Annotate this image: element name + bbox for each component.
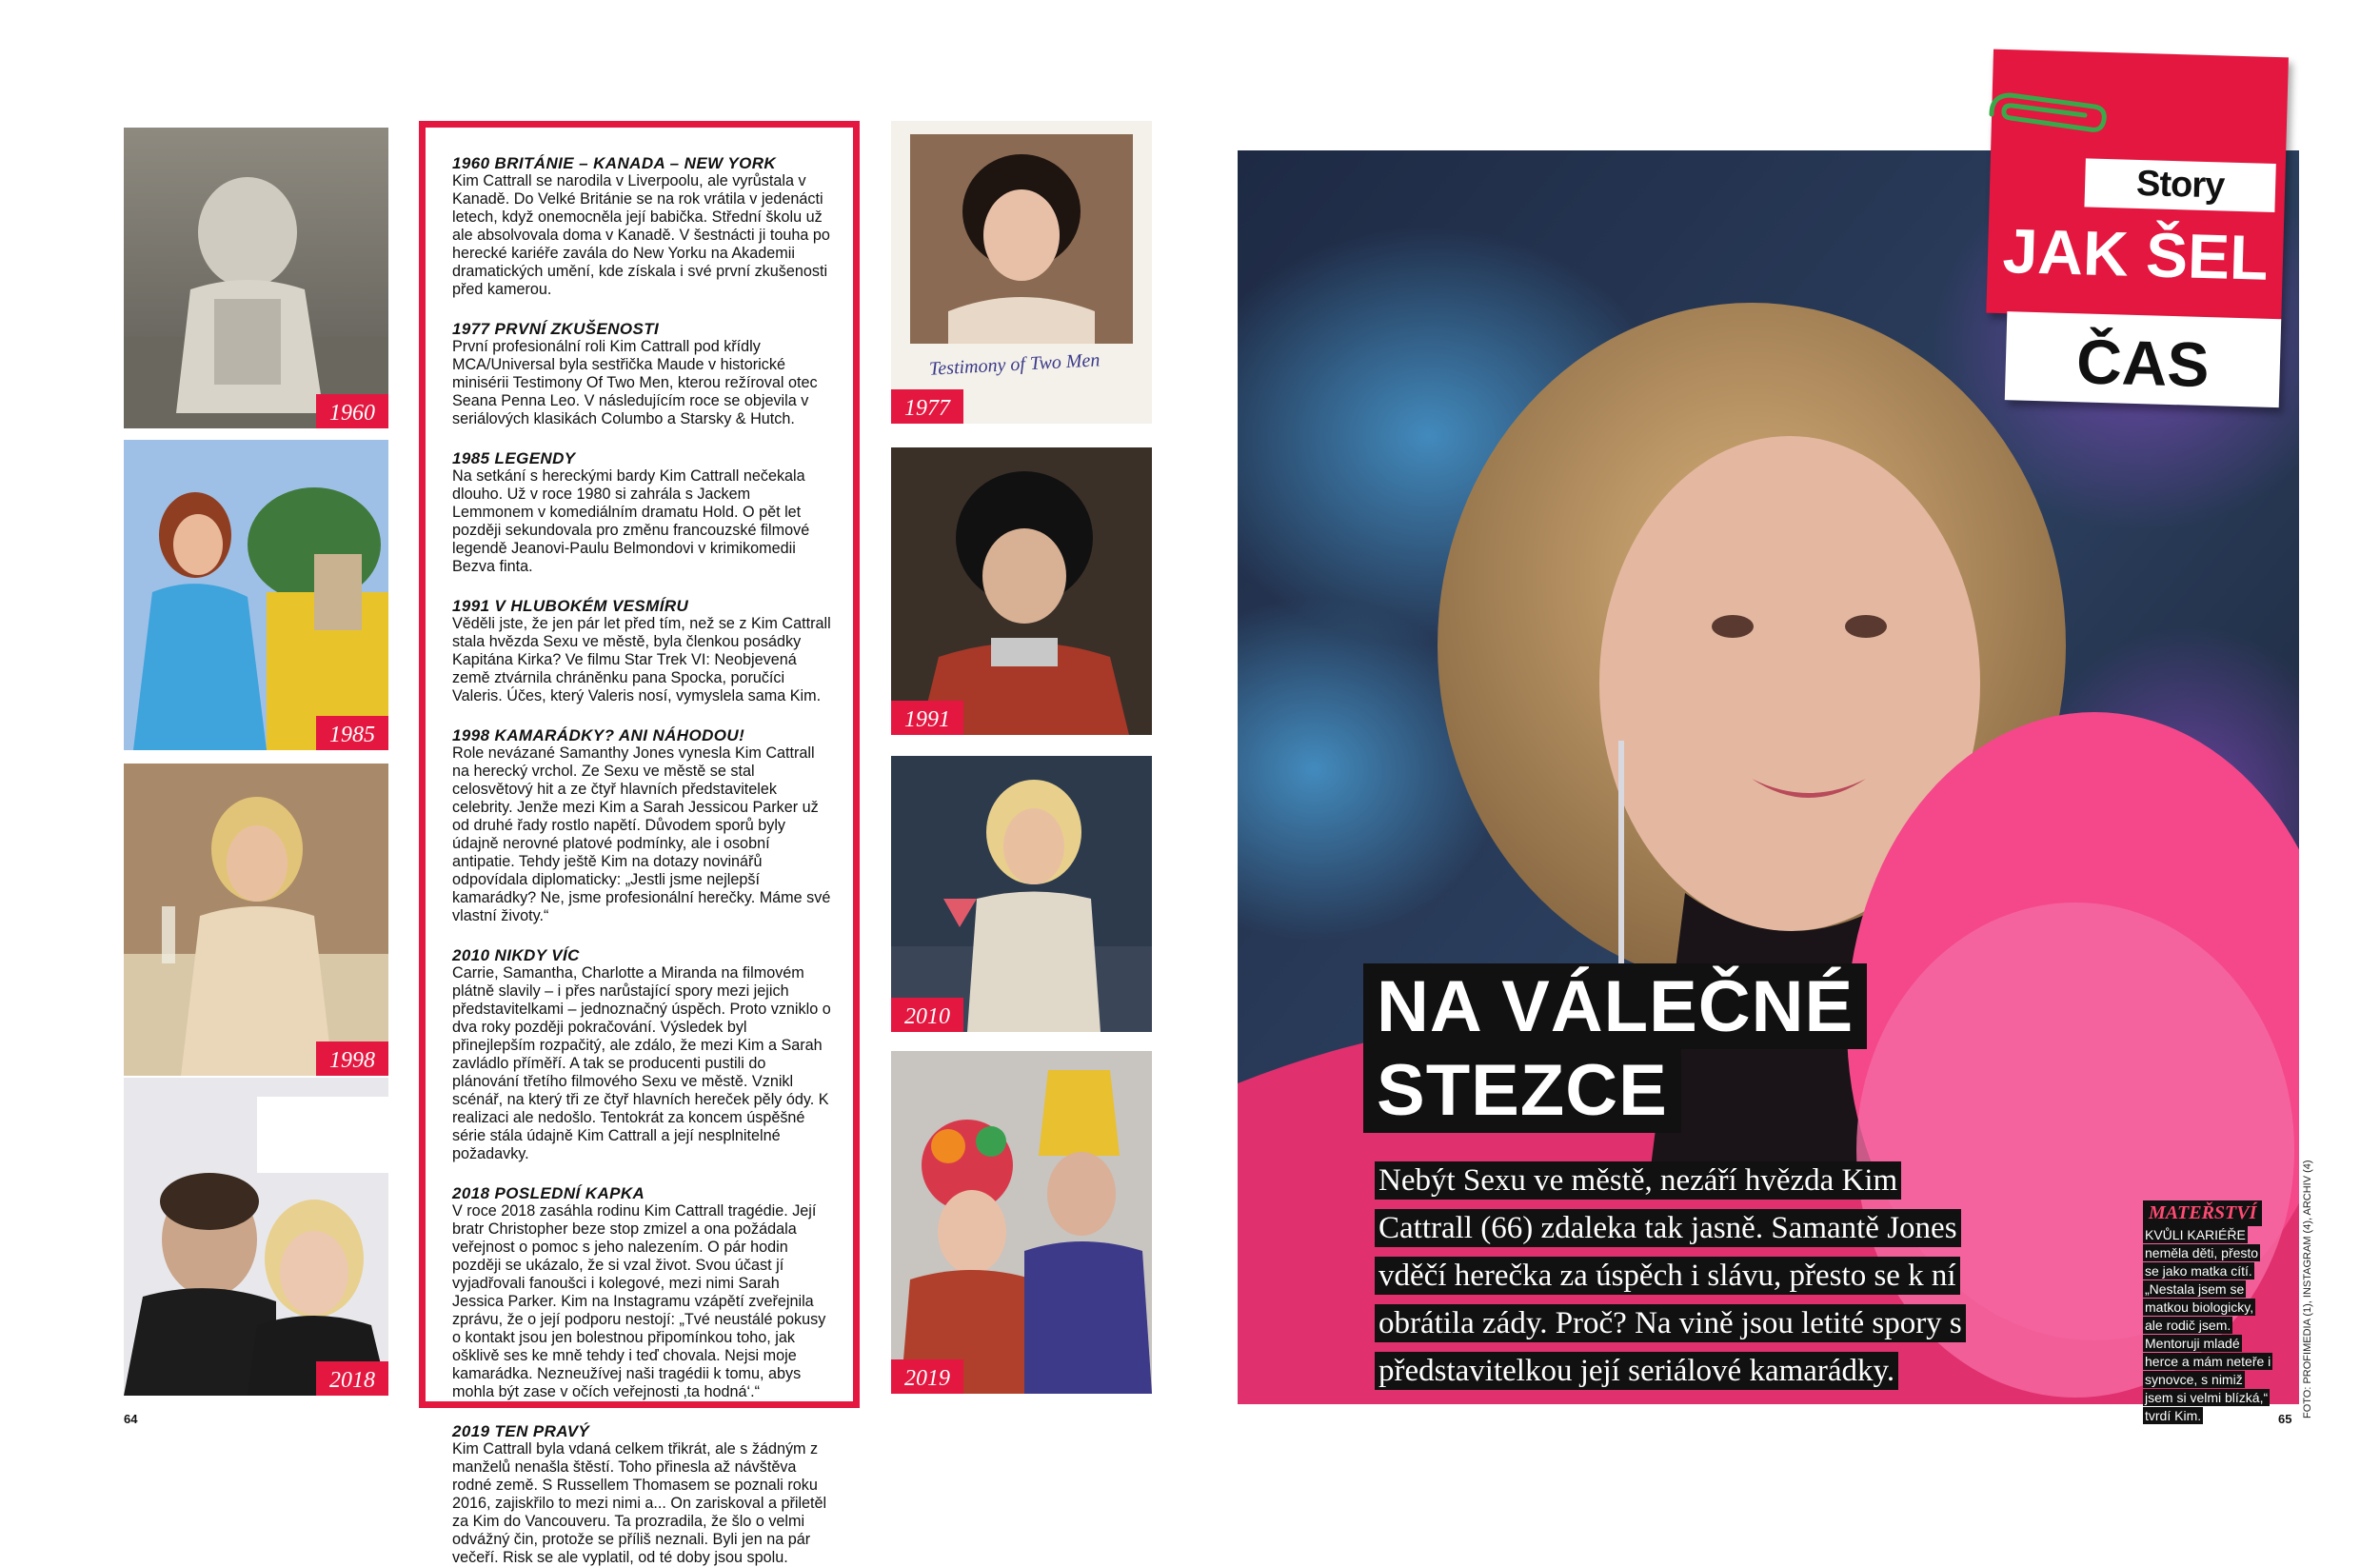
sidebar-title: MATEŘSTVÍ <box>2143 1200 2262 1226</box>
year-tag-1991: 1991 <box>891 701 963 735</box>
year-tag-1960: 1960 <box>316 394 388 428</box>
photo-2010 <box>891 756 1152 1032</box>
timeline-entry-title: 1977 PRVNÍ ZKUŠENOSTI <box>452 320 660 338</box>
polaroid-caption: Testimony of Two Men <box>928 349 1101 380</box>
timeline-entry-text: Věděli jste, že jen pár let před tím, než se z Kim Cattrall stala hvězda Sexu ve městě, byla členkou posádky Kapitána Kirka? Ve filmu Star Trek VI: Neobjevená země ztvárnila chráněnku pana Spocka, poručíci Valeris. Účes, který Valeris nosí, vymyslela sama Kim. <box>452 615 831 704</box>
page-number-left: 64 <box>124 1412 138 1426</box>
photo-1960 <box>124 128 388 428</box>
year-tag-2019: 2019 <box>891 1359 963 1394</box>
year-tag-2010: 2010 <box>891 998 963 1032</box>
headline-line1: NA VÁLEČNÉ <box>1363 963 1867 1049</box>
photo-1991 <box>891 447 1152 735</box>
story-label: Story <box>2084 158 2275 212</box>
timeline-entry-title: 2010 NIKDY VÍC <box>452 946 580 964</box>
timeline-entry-text: První profesionální roli Kim Cattrall pod křídly MCA/Universal byla sestřička Maude v historické minisérii Testimony Of Two Men, kterou režíroval otec Seana Penna Leo. V následujícím roce se objevila v seriálových klasikách Columbo a Starsky & Hutch. <box>452 338 818 427</box>
year-tag-1985: 1985 <box>316 716 388 750</box>
timeline-entry-text: Role nevázané Samanthy Jones vynesla Kim Cattrall na herecký vrchol. Ze Sexu ve městě se stal celosvětový hit a ze čtyř hlavních představitelek celebrity. Jenže mezi Kim a Sarah Jessicou Parker už od druhé řady rostlo napětí. Důvodem sporů byly údajně nerovné platové podmínky, ale i osobní antipatie. Tehdy ještě Kim na dotazy novinářů odpovídala diplomaticky: „Jestli jsme nejlepší kamarádky? Ne, jsme profesionální herečky. Máme své vlastní životy.“ <box>452 744 831 924</box>
timeline-entry <box>452 154 832 299</box>
timeline-entry-text: Kim Cattrall byla vdaná celkem třikrát, ale s žádným z manželů nenašla štěstí. Toho přinesla až návštěva rodné země. S Russellem Thomasem se poznali roku 2016, zajiskřilo to mezi nimi a... On zariskoval a přiletěl za Kim do Vancouveru. Ta prozradila, že šlo o velmi odvážný čin, protože se příliš neznali. Byli jen na pár večeří. Risk se ale vyplatil, od té doby jsou spolu. <box>452 1440 827 1566</box>
photo-2018 <box>124 1078 388 1396</box>
year-tag-2018: 2018 <box>316 1361 388 1396</box>
photo-2019 <box>891 1051 1152 1394</box>
photo-credit-text: FOTO: PROFIMEDIA (1), INSTAGRAM (4), ARCHIV (4) <box>2302 1160 2313 1418</box>
subhead <box>1375 1157 1984 1395</box>
paperclip-icon <box>1982 86 2112 143</box>
sidebar-body <box>2143 1226 2272 1425</box>
photo-1998 <box>124 764 388 1076</box>
story-title-line1: JAK ŠEL <box>2001 215 2270 293</box>
timeline-entry-title: 2018 POSLEDNÍ KAPKA <box>452 1184 645 1202</box>
timeline-entry-text: Kim Cattrall se narodila v Liverpoolu, ale vyrůstala v Kanadě. Do Velké Británie se na rok vrátila v jedenácti letech, když onemocněla její babička. Střední školu už ale absolvovala doma v Kanadě. V šestnácti ji touha po herecké kariéře zavála do New Yorku na Akademii dramatických umění, kde získala i své první zkušenosti před kamerou. <box>452 172 830 298</box>
year-tag-1998: 1998 <box>316 1041 388 1076</box>
timeline-entry-title: 1985 LEGENDY <box>452 449 576 467</box>
timeline-entry <box>452 1184 832 1401</box>
timeline-entry <box>452 597 832 705</box>
timeline-box <box>419 121 860 1566</box>
timeline-entry-title: 2019 TEN PRAVÝ <box>452 1422 590 1440</box>
photo-1977 <box>891 121 1152 424</box>
timeline-entry-text: Carrie, Samantha, Charlotte a Miranda na filmovém plátně slavily – i přes narůstající spory mezi jejich představitelkami – jednoznačný úspěch. Proto vzniklo o dva roky později pokračování. Výsledek byl přinejlepším rozpačitý, ale zdálo, že mezi Kim a Sarah zavládlo příměří. A tak se producenti pustili do plánování třetího filmového Sexu ve městě. Vznikl scénář, na který tři ze čtyř hlavních hereček pěly ódy. K realizaci ale nedošlo. Tentokrát za koncem úspěšné série stála údajně Kim Cattrall a její nesplnitelné požadavky. <box>452 964 831 1162</box>
story-title-line2: ČAS <box>2075 326 2211 401</box>
photo-credit <box>2302 1160 2321 1418</box>
timeline-entry <box>452 726 832 925</box>
timeline-entry-text: V roce 2018 zasáhla rodinu Kim Cattrall tragédie. Její bratr Christopher beze stop zmizel a ona požádala veřejnost o pomoc s jeho nalezením. O pár hodin později se ukázalo, že si vzal život. Svou účast jí vyjadřovali fanoušci i kolegové, mezi nimi Sarah Jessica Parker. Kim na Instagramu vzápětí zveřejnila zprávu, že o její podporu nestojí: „Tvé neustálé pokusy o kontakt jsou jen bolestnou připomínkou toho, jak ošklivě ses ke mně tehdy i teď chovala. Nejsi moje kamarádka. Nezneužívej naši tragédii k tomu, abys mohla být zase v očích veřejnosti ‚ta hodná‘.“ <box>452 1202 826 1400</box>
year-tag-1977: 1977 <box>891 389 963 424</box>
page-number-right: 65 <box>2278 1412 2292 1426</box>
timeline-entry-title: 1991 V HLUBOKÉM VESMÍRU <box>452 597 689 615</box>
sidebar-motherhood <box>2143 1200 2272 1425</box>
sidebar-text: KVŮLI KARIÉŘE neměla děti, přesto se jako matka cítí. „Nestala jsem se matkou biologicky, ale rodič jsem. Mentoruji mladé herce a mám neteře i synovce, s nimiž jsem si velmi blízká,“ tvrdí Kim. <box>2145 1227 2271 1423</box>
timeline-entry <box>452 320 832 428</box>
subhead-text: Nebýt Sexu ve městě, nezáří hvězda Kim Cattrall (66) zdaleka tak jasně. Samantě Jones vděčí herečka za úspěch i slávu, přesto se k ní obrátila zády. Proč? Na vině jsou letité spory s představitelkou její seriálové kamarádky. <box>1375 1161 1966 1390</box>
headline-line2: STEZCE <box>1363 1047 1681 1133</box>
timeline-entry <box>452 1422 832 1567</box>
timeline-entry <box>452 946 832 1163</box>
timeline-entry-title: 1998 KAMARÁDKY? ANI NÁHODOU! <box>452 726 745 744</box>
timeline-entry-text: Na setkání s hereckými bardy Kim Cattrall nečekala dlouho. Už v roce 1980 si zahrála s Jackem Lemmonem v komediálním dramatu Hold. O pět let později sekundovala pro změnu francouzské filmové legendě Jeanovi-Paulu Belmondovi v krimikomedii Bezva finta. <box>452 467 810 575</box>
timeline-entry <box>452 449 832 576</box>
timeline-entry-title: 1960 BRITÁNIE – KANADA – NEW YORK <box>452 154 777 172</box>
photo-1985 <box>124 440 388 750</box>
